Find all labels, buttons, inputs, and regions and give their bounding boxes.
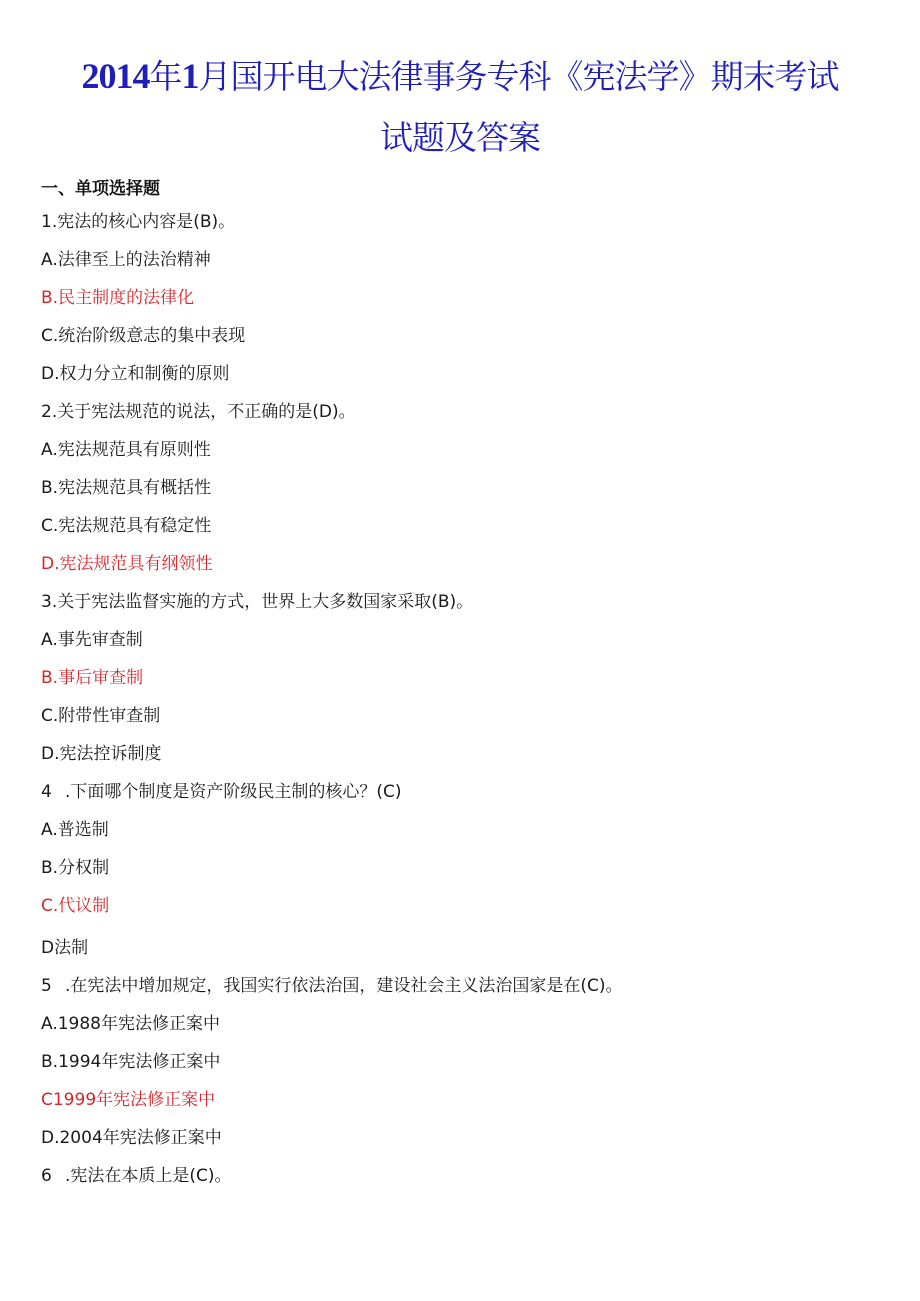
- question-line: [41, 628, 143, 652]
- line-text: B.民主制度的法律化: [41, 288, 195, 308]
- line-text: 1.宪法的核心内容是(B)。: [41, 212, 236, 232]
- line-text: 2.关于宪法规范的说法，不正确的是(D)。: [41, 402, 356, 422]
- question-line: [41, 936, 88, 960]
- answer-option-line: [41, 1088, 215, 1112]
- answer-option-line: [41, 286, 194, 310]
- line-text: A.1988年宪法修正案中: [41, 1014, 220, 1034]
- title-month: 1: [181, 56, 199, 96]
- answer-option-line: [41, 894, 109, 918]
- line-text: D法制: [41, 938, 89, 958]
- line-text: C.统治阶级意志的集中表现: [41, 326, 246, 346]
- question-number: 5: [41, 976, 52, 996]
- question-line: [41, 1012, 220, 1036]
- line-text: .在宪法中增加规定，我国实行依法治国，建设社会主义法治国家是在(C)。: [65, 976, 623, 996]
- question-line: [41, 210, 235, 234]
- line-text: .下面哪个制度是资产阶级民主制的核心？(C): [65, 782, 402, 802]
- line-text: C.代议制: [41, 896, 110, 916]
- line-text: B.事后审查制: [41, 668, 144, 688]
- document-title-line-1: [0, 56, 920, 97]
- question-line: [41, 856, 109, 880]
- answer-option-line: [41, 666, 143, 690]
- line-text: 3.关于宪法监督实施的方式，世界上大多数国家采取(B)。: [41, 592, 474, 612]
- question-line: [41, 1126, 222, 1150]
- question-line: [41, 704, 160, 728]
- line-text: B.分权制: [41, 858, 110, 878]
- question-line: [41, 514, 211, 538]
- line-text: A.事先审查制: [41, 630, 143, 650]
- line-text: D.宪法规范具有纲领性: [41, 554, 213, 574]
- question-number: 6: [41, 1166, 52, 1186]
- answer-option-line: [41, 552, 213, 576]
- line-text: A.普选制: [41, 820, 109, 840]
- line-text: C1999年宪法修正案中: [41, 1090, 216, 1110]
- question-line: [41, 780, 402, 804]
- question-line: [41, 974, 623, 998]
- document-title-line-2: 试题及答案: [380, 118, 540, 157]
- question-line: [41, 742, 162, 766]
- line-text: A.宪法规范具有原则性: [41, 440, 211, 460]
- line-text: D.2004年宪法修正案中: [41, 1128, 222, 1148]
- line-text: D.宪法控诉制度: [41, 744, 162, 764]
- question-line: [41, 1164, 232, 1188]
- line-text: B.1994年宪法修正案中: [41, 1052, 221, 1072]
- title-rest: 月国开电大法律事务专科《宪法学》期末考试: [198, 57, 839, 96]
- question-line: [41, 818, 109, 842]
- question-number: 4: [41, 782, 52, 802]
- line-text: .宪法在本质上是(C)。: [65, 1166, 232, 1186]
- question-line: [41, 476, 211, 500]
- question-line: [41, 248, 211, 272]
- line-text: C.宪法规范具有稳定性: [41, 516, 212, 536]
- question-line: [41, 362, 230, 386]
- question-line: [41, 1050, 220, 1074]
- title-year-unit: 年: [149, 57, 182, 96]
- question-line: [41, 400, 356, 424]
- title-year: 2014: [81, 56, 150, 96]
- section-heading: 一、单项选择题: [41, 179, 160, 199]
- question-line: [41, 590, 473, 614]
- line-text: D.权力分立和制衡的原则: [41, 364, 230, 384]
- question-line: [41, 324, 245, 348]
- line-text: A.法律至上的法治精神: [41, 250, 211, 270]
- question-line: [41, 438, 211, 462]
- line-text: C.附带性审查制: [41, 706, 161, 726]
- line-text: B.宪法规范具有概括性: [41, 478, 212, 498]
